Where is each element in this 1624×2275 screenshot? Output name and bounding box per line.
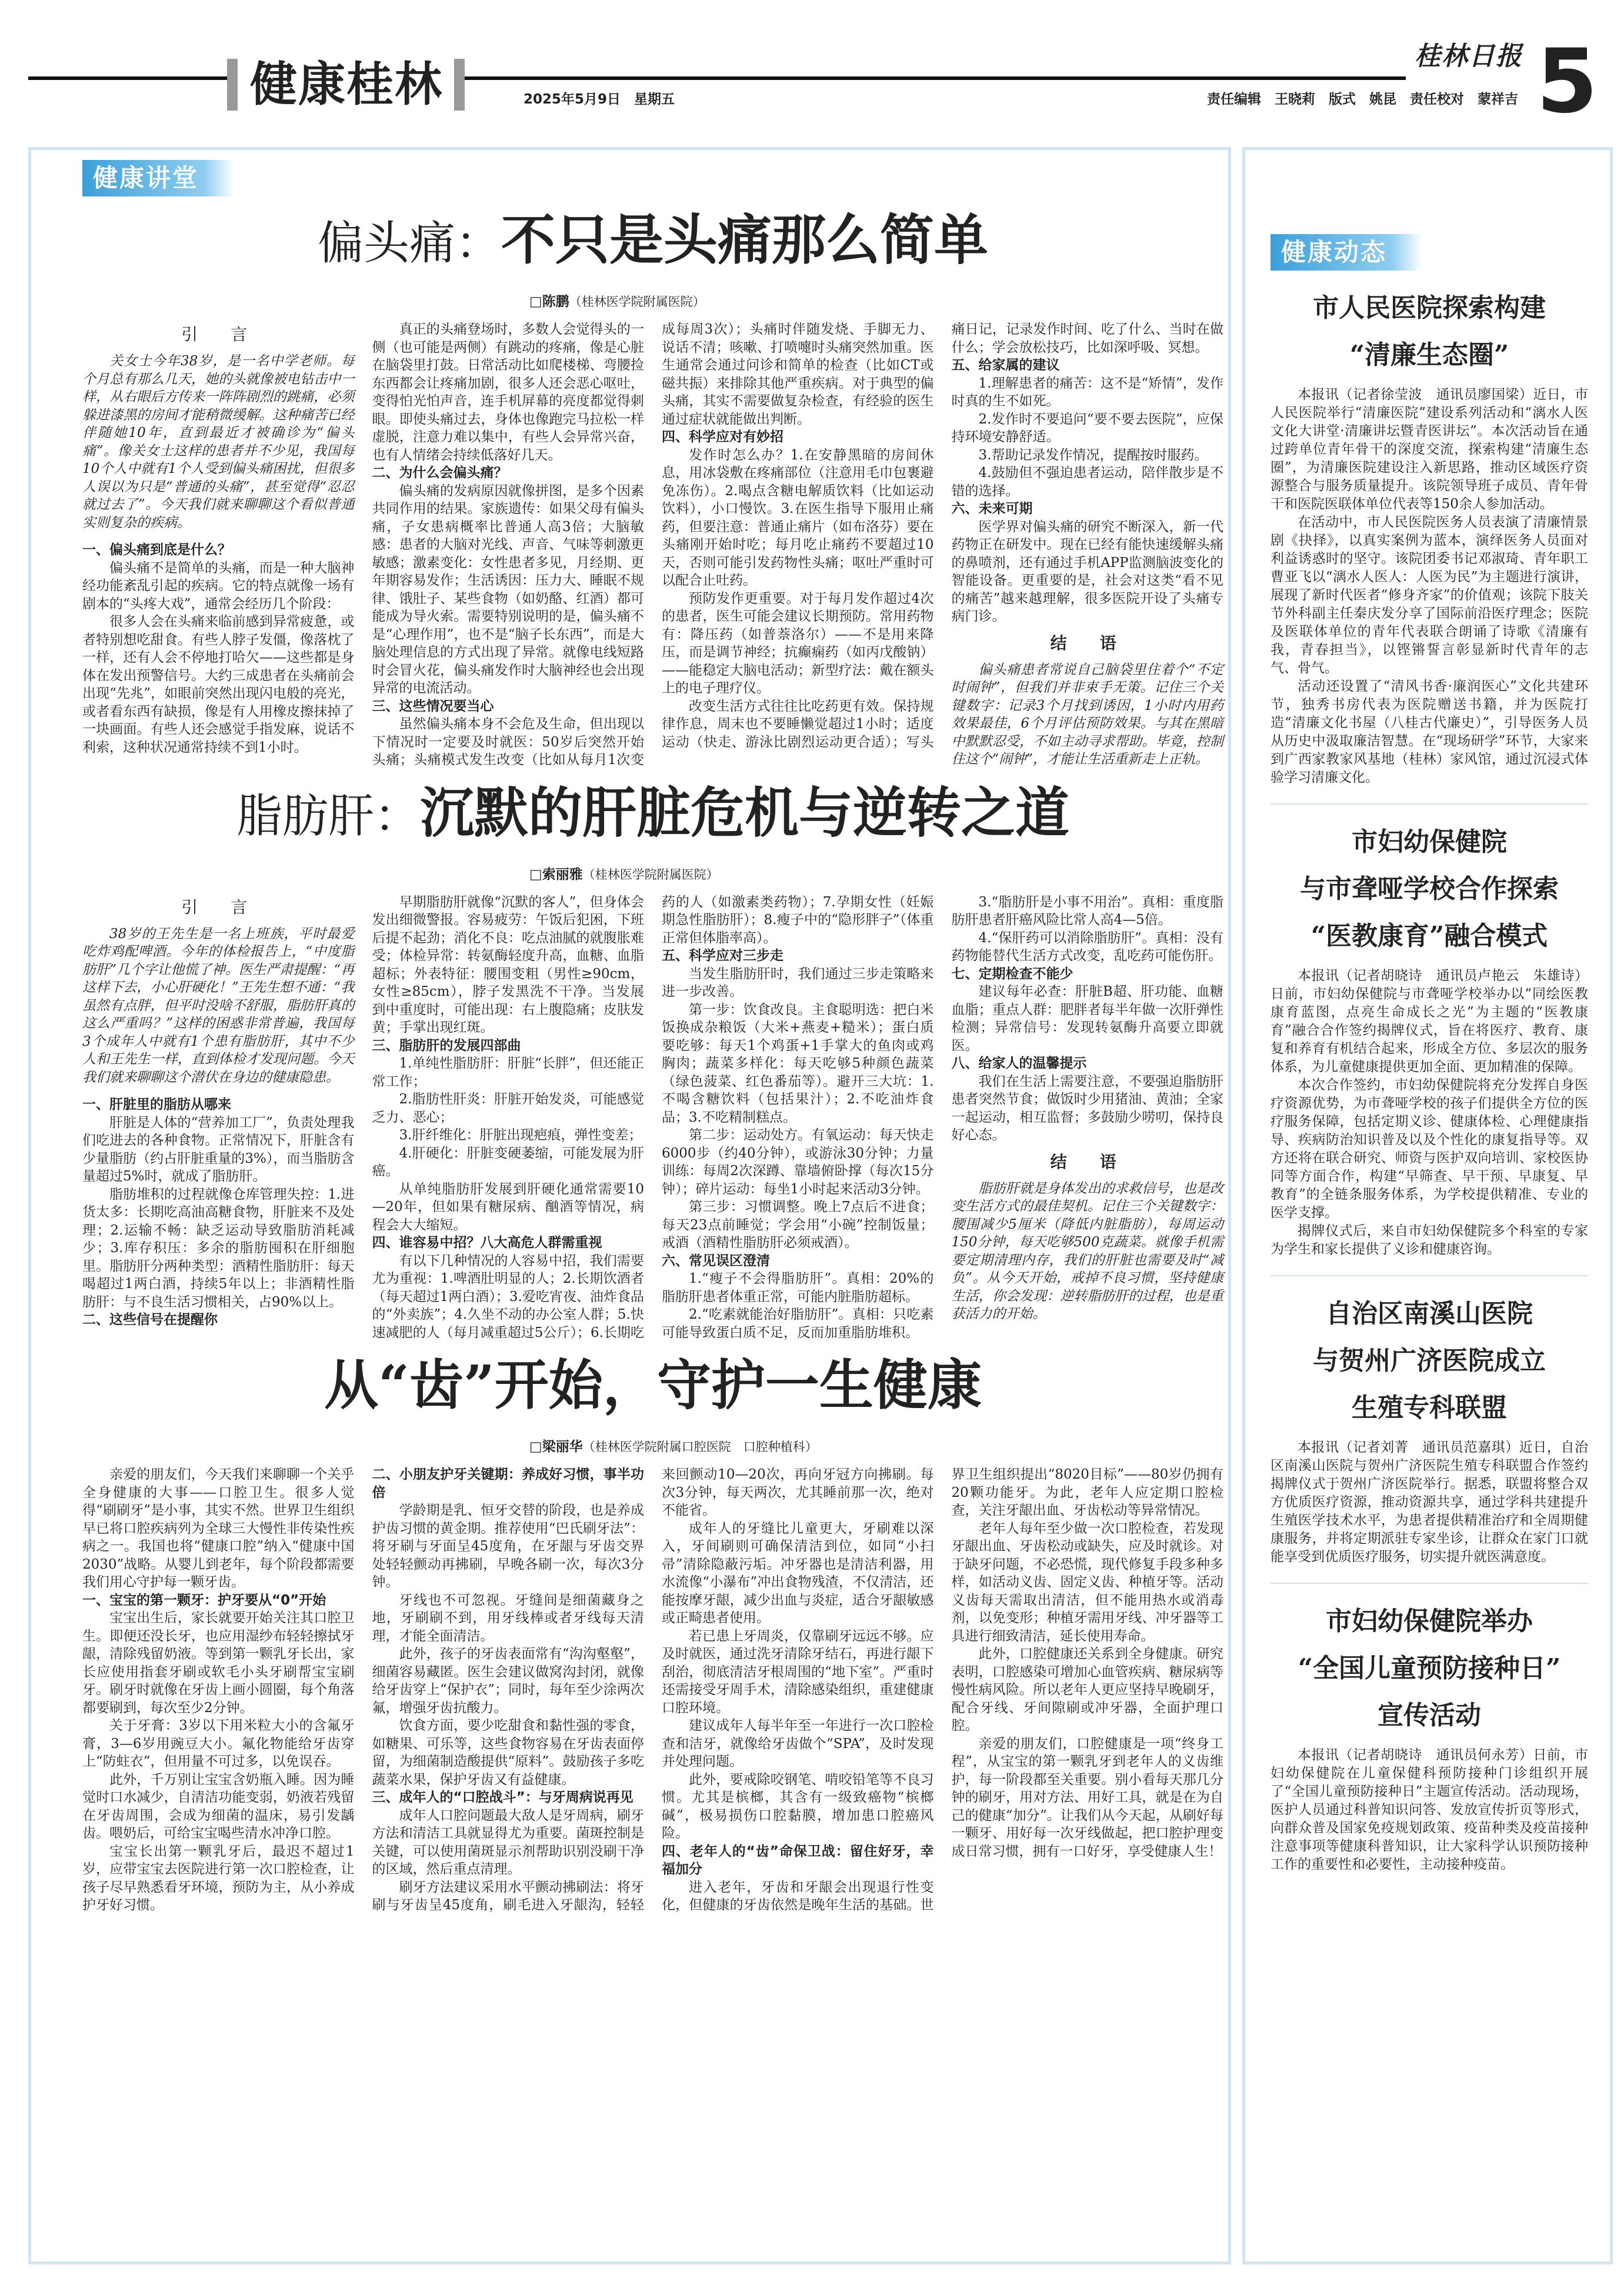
header-bar-left [227, 59, 238, 111]
page-number: 5 [1536, 31, 1598, 133]
headline-line: 宣传活动 [1378, 1700, 1481, 1730]
paragraph: 早期脂肪肝就像“沉默的客人”，但身体会发出细微警报。容易疲劳：午饭后犯困，下班后提不起劲；消化不良：吃点油腻的就腹胀难受；体检异常：转氨酶轻度升高，血糖、血脂超标；外表特征：腰围变粗（男性≥90cm，女性≥85cm），脖子发黑洗不干净。当发展到中重度时，可能出现：右上腹隐痛；皮肤发黄；手掌出现红斑。 [372, 894, 644, 1035]
section-heading: 一、肝脏里的脂肪从哪来 [82, 1097, 231, 1112]
article-oral-health [82, 1352, 1223, 1914]
paragraph: 此外，孩子的牙齿表面常有“沟沟壑壑”，细菌容易藏匿。医生会建议做窝沟封闭，就像给牙齿穿上“保护衣”；同时，每年至少涂两次氟，增强牙齿抗酸力。 [372, 1646, 644, 1716]
paragraph: 虽然偏头痛本身不会危及生命，但出现以下情况时一定要及时就医：50岁后突然开始头痛；头痛模式发生改变（比如从每月1次变成每周3次）；头痛时伴随发烧、手脚无力、说话不清；咳嗽、打喷嚏时头痛突然加重。医生通常会通过问诊和简单的检查（比如CT或磁共振）来排除其他严重疾病。对于典型的偏头痛，其实不需要做复杂检查，有经验的医生通过症状就能做出判断。 [372, 322, 934, 768]
news-body [1270, 967, 1588, 1259]
affiliation: （桂林医学院附属口腔医院 口腔种植科） [582, 1440, 818, 1454]
editor-credits: 责任编辑 王晓莉 版式 姚昆 责任校对 蒙祥吉 [1207, 92, 1518, 107]
news-headline [1270, 285, 1588, 379]
subsection-label: 结 语 [1050, 633, 1125, 653]
subsection-label: 结 语 [1050, 1152, 1125, 1172]
headline-line: 与市聋哑学校合作探索 [1300, 874, 1559, 904]
section-heading: 二、这些信号在提醒你 [82, 1312, 218, 1327]
paragraph: 在活动中，市人民医院医务人员表演了清廉情景剧《抉择》，以真实案例为蓝本，演绎医务人员面对利益诱惑时的坚守。该院团委书记邓淑琦、青年职工曹亚飞以“漓水人医人：人医为民”为主题进行演讲，展现了新时代医者“修身齐家”的价值观；该院下肢关节外科副主任秦庆发分享了国际前沿医疗理念；医院及医联体单位的青年代表联合朗诵了诗歌《清廉有我，青春担当》，以铿锵誓言彰显新时代青年的志气、骨气。 [1270, 515, 1588, 676]
paragraph: 本报讯（记者刘菁 通讯员范嘉琪）近日，自治区南溪山医院与贺州广济医院生殖专科联盟合作签约揭牌仪式于贺州广济医院举行。据悉，联盟将整合双方优质医疗资源，推动资源共享，通过学科共建提升生殖医学技术水平，为患者提供精准治疗和全周期健康服务，并将定期派驻专家坐诊，让群众在家门口就能享受到优质医疗服务，切实提升就医满意度。 [1270, 1440, 1588, 1565]
paragraph: 1.“瘦子不会得脂肪肝”。真相：20%的脂肪肝患者体重正常，可能内脏脂肪超标。 [662, 1271, 934, 1305]
section-tag-lecture: 健康讲堂 [82, 160, 234, 196]
news-headline [1270, 1598, 1588, 1739]
paragraph: 宝宝长出第一颗乳牙后，最迟不超过1岁，应带宝宝去医院进行第一次口腔检查，让孩子尽早熟悉看牙环境，预防为主，从小养成护牙好习惯。 [82, 1843, 355, 1913]
paragraph: 牙线也不可忽视。牙缝间是细菌藏身之地，牙刷刷不到，用牙线棒或者牙线每天清理，才能全面清洁。 [372, 1592, 644, 1644]
paragraph: 进入老年，牙齿和牙龈会出现退行性变化，但健康的牙齿依然是晚年生活的基础。世界卫生组织提出“8020目标”——80岁仍拥有20颗功能牙。为此，老年人应定期口腔检查，关注牙龈出血、牙齿松动等异常情况。 [662, 1467, 1223, 1913]
headline-line: “清廉生态圈” [1349, 340, 1509, 370]
subsection-label: 引 言 [181, 325, 256, 344]
section-heading: 七、定期检查不能少 [951, 966, 1073, 982]
main-column [82, 160, 1223, 1914]
section-page-title: 健康桂林 [250, 57, 443, 112]
news-item [1270, 1598, 1588, 1874]
section-heading: 三、成年人的“口腔战斗”：与牙周病说再见 [372, 1790, 633, 1805]
section-heading: 四、老年人的“齿”命保卫战：留住好牙，幸福加分 [662, 1843, 934, 1877]
section-heading: 一、偏头痛到底是什么？ [82, 542, 231, 558]
header-bar-right [454, 59, 465, 111]
article-fatty-liver [82, 780, 1223, 1342]
paragraph: 建议成年人每半年至一年进行一次口腔检查和洁牙，就像给牙齿做个“SPA”，及时发现并处理问题。 [662, 1718, 934, 1769]
paragraph: 2.发作时不要追问“要不要去医院”，应保持环境安静舒适。 [951, 411, 1223, 445]
title-main: 从“齿”开始，守护一生健康 [324, 1353, 982, 1417]
section-heading: 三、脂肪肝的发展四部曲 [372, 1038, 521, 1053]
header-rule-right [465, 76, 1406, 80]
paragraph: 38岁的王先生是一名上班族，平时最爱吃炸鸡配啤酒。今年的体检报告上，“中度脂肪肝”几个字让他慌了神。医生严肃提醒：“再这样下去，小心肝硬化！”王先生想不通：“我虽然有点胖，但平时没啥不舒服，脂肪肝真的这么严重吗？”这样的困惑非常普遍，我国每3个成年人中就有1个患有脂肪肝，其中不少人和王先生一样，直到体检才发现问题。今天我们就来聊聊这个潜伏在身边的健康隐患。 [82, 926, 355, 1085]
section-heading: 三、这些情况要当心 [372, 698, 494, 714]
paragraph: 老年人每年至少做一次口腔检查，若发现牙龈出血、牙齿松动或缺失，应及时就诊。对于缺牙问题，不必恐慌，现代修复手段多种多样，如活动义齿、固定义齿、种植牙等。活动义齿每天需取出清洁，但不能用热水或消毒剂，以免变形；种植牙需用牙线、冲牙器等工具进行细致清洁，延长使用寿命。 [951, 1520, 1223, 1644]
article-body [82, 321, 1223, 769]
paragraph: 有以下几种情况的人容易中招，我们需要尤为重视：1.啤酒肚明显的人；2.长期饮酒者（每天超过1两白酒）；3.爱吃宵夜、油炸食品的“外卖族”；4.久坐不动的办公室人群；5.快速减肥的人（每月减重超过5公斤）；6.长期吃药的人（如激素类药物）；7.孕期女性（妊娠期急性脂肪肝）；8.瘦子中的“隐形胖子”（体重正常但体脂率高）。 [372, 894, 934, 1340]
paragraph: 本报讯（记者徐莹波 通讯员廖国梁）近日，市人民医院举行“清廉医院”建设系列活动和“漓水人医文化大讲堂·清廉讲坛暨青医讲坛”。本次活动旨在通过跨单位青年骨干的深度交流，探索构建“清廉生态圈”，为清廉医院建设注入新思路，推动区域医疗资源整合与服务质量提升。该院领导班子成员、青年骨干和医院医联体单位代表等150余人参加活动。 [1270, 387, 1588, 512]
section-heading: 六、常见误区澄清 [662, 1253, 770, 1269]
article-title [82, 1352, 1223, 1434]
paragraph: 4.鼓励但不强迫患者运动，陪伴散步是不错的选择。 [951, 465, 1223, 499]
byline [529, 1437, 1223, 1456]
paragraph: 肝脏是人体的“营养加工厂”，负责处理我们吃进去的各种食物。正常情况下，肝脏含有少量脂肪（约占肝脏重量的3%），而当脂肪含量超过5%时，就成了脂肪肝。 [82, 1115, 355, 1184]
paragraph: 很多人会在头痛来临前感到异常疲惫，或者特别想吃甜食。有些人脖子发僵，像落枕了一样，还有人会不停地打哈欠——这些都是身体在发出预警信号。大约三成患者在头痛前会出现“先兆”，如眼前突然出现闪电般的亮光，或者看东西有缺损，像是有人用橡皮擦抹掉了一块画面。有些人还会感觉手指发麻，说话不利索，这种状况通常持续不到1小时。 [82, 614, 355, 755]
headline-line: “全国儿童预防接种日” [1298, 1653, 1561, 1683]
affiliation: （桂林医学院附属医院） [569, 295, 705, 309]
section-heading: 四、谁容易中招？八大高危人群需重视 [372, 1235, 602, 1250]
headline-line: 市妇幼保健院 [1352, 827, 1507, 857]
article-title [82, 780, 1223, 862]
paragraph: 当发生脂肪肝时，我们通过三步走策略来进一步改善。 [662, 966, 934, 999]
article-body [82, 1466, 1223, 1914]
paragraph: 饮食方面，要少吃甜食和黏性强的零食，如糖果、可乐等，这些食物容易在牙齿表面停留，为细菌制造酸提供“原料”。鼓励孩子多吃蔬菜水果，保护牙齿又有益健康。 [372, 1718, 644, 1787]
paragraph: 偏头痛的发病原因就像拼图，是多个因素共同作用的结果。家族遗传：如果父母有偏头痛，子女患病概率比普通人高3倍；大脑敏感：患者的大脑对光线、声音、气味等刺激更敏感；激素变化：女性患者多见，月经期、更年期容易发作；生活诱因：压力大、睡眠不规律、饿肚子、某些食物（如奶酪、红酒）都可能成为导火索。需要特别说明的是，偏头痛不是“心理作用”，也不是“脑子长东西”，而是大脑处理信息的方式出现了异常。就像电线短路时会冒火花，偏头痛发作时大脑神经也会出现异常的电流活动。 [372, 483, 644, 696]
paragraph: 脂肪肝就是身体发出的求救信号，也是改变生活方式的最佳契机。记住三个关键数字：腰围减少5厘米（降低内脏脂肪），每周运动150分钟，每天吃够500克蔬菜。就像手机需要定期清理内存，我们的肝脏也需要及时“减负”。从今天开始，戒掉不良习惯，坚持健康生活，你会发现：逆转脂肪肝的过程，也是重获活力的开始。 [951, 1180, 1223, 1322]
section-heading: 四、科学应对有妙招 [662, 429, 783, 445]
section-heading: 二、为什么会偏头痛？ [372, 465, 508, 481]
paragraph: 从单纯脂肪肝发展到肝硬化通常需要10—20年，但如果有糖尿病、酗酒等情况，病程会大大缩短。 [372, 1181, 644, 1233]
section-heading: 六、未来可期 [951, 501, 1033, 516]
section-heading: 八、给家人的温馨提示 [951, 1056, 1087, 1071]
paragraph: 预防发作更重要。对于每月发作超过4次的患者，医生可能会建议长期预防。常用药物有：降压药（如普萘洛尔）——不是用来降压，而是调节神经；抗癫痫药（如丙戊酸钠）——能稳定大脑电活动；新型疗法：戴在额头上的电子理疗仪。 [662, 591, 934, 696]
news-headline [1270, 1290, 1588, 1432]
newspaper-logo: 桂林日报 [1415, 41, 1523, 71]
paragraph: 改变生活方式往往比吃药更有效。保持规律作息，周末也不要睡懒觉超过1小时；适度运动（快走、游泳比剧烈运动更合适）；写头痛日记，记录发作时间、吃了什么、当时在做什么；学会放松技巧，比如深呼吸、冥想。 [662, 322, 1223, 750]
section-heading: 一、宝宝的第一颗牙：护牙要从“0”开始 [82, 1592, 326, 1608]
article-title [82, 207, 1223, 289]
author: □索丽雅 [529, 866, 583, 882]
paragraph: 3.“脂肪肝是小事不用治”。真相：重度脂肪肝患者肝癌风险比常人高4—5倍。 [951, 894, 1223, 928]
news-sidebar [1270, 234, 1588, 1874]
paragraph: 偏头痛不是简单的头痛，而是一种大脑神经功能紊乱引起的疾病。它的特点就像一场有剧本的“头疼大戏”，通常会经历几个阶段： [82, 560, 355, 612]
paragraph: 3.帮助记录发作情况，提醒按时服药。 [978, 447, 1208, 463]
news-item [1270, 819, 1588, 1259]
paragraph: 活动还设置了“清风书香·廉润医心”文化共建环节，独秀书房代表为医院赠送书籍，并为医院打造“清廉文化书屋（八桂古代廉史）”，引导医务人员从历史中汲取廉洁智慧。在“现场研学”环节，大家来到广西家教家风基地（桂林）家风馆，通过沉浸式体验学习清廉文化。 [1270, 679, 1588, 785]
paragraph: 2.脂肪性肝炎：肝脏开始发炎，可能感觉乏力、恶心； [372, 1092, 644, 1125]
byline [529, 292, 1223, 311]
paragraph: 宝宝出生后，家长就要开始关注其口腔卫生。即便还没长牙，也应用湿纱布轻轻擦拭牙龈，清除残留奶液。等到第一颗乳牙长出，家长应使用指套牙刷或软毛小头牙刷帮宝宝刷牙。刷牙时就像在牙齿上画小圆圈，每个角落都要刷到，每次至少2分钟。 [82, 1610, 355, 1716]
byline [529, 865, 1223, 884]
paragraph: 第二步：运动处方。有氧运动：每天快走6000步（约40分钟），或游泳30分钟；力量训练：每周2次深蹲、靠墙俯卧撑（每次15分钟）；碎片运动：每坐1小时起来活动3分钟。 [662, 1128, 934, 1197]
paragraph: 第三步：习惯调整。晚上7点后不进食；每天23点前睡觉；学会用“小碗”控制饭量；戒酒（酒精性脂肪肝必须戒酒）。 [662, 1199, 934, 1250]
headline-line: 与贺州广济医院成立 [1313, 1346, 1546, 1376]
news-body [1270, 386, 1588, 787]
subsection-label: 引 言 [181, 897, 256, 917]
paragraph: 本报讯（记者胡晓诗 通讯员何永芳）日前，市妇幼保健院在儿童保健科预防接种门诊组织开展了“全国儿童预防接种日”主题宣传活动。活动现场，医护人员通过科普知识问答、发放宣传折页等形式，向群众普及国家免疫规划政策、疫苗种类及疫苗接种注意事项等健康科普知识，让大家科学认识预防接种工作的重要性和必要性，主动接种疫苗。 [1270, 1747, 1588, 1872]
news-divider [1270, 1583, 1588, 1584]
paragraph: 此外，要戒除咬钢笔、啃咬铅笔等不良习惯。尤其是槟榔，其含有一级致癌物“槟榔碱”，极易损伤口腔黏膜，增加患口腔癌风险。 [662, 1772, 934, 1841]
news-item [1270, 1290, 1588, 1566]
paragraph: 亲爱的朋友们，今天我们来聊聊一个关乎全身健康的大事——口腔卫生。很多人觉得“刷刷牙”是小事，其实不然。世界卫生组织早已将口腔疾病列为全球三大慢性非传染性疾病之一。我国也将“健康口腔”纳入“健康中国2030”战略。从婴儿到老年，每个阶段都需要我们用心守护每一颗牙齿。 [82, 1467, 355, 1590]
title-prefix: 脂肪肝： [236, 789, 420, 843]
paragraph: 本报讯（记者胡晓诗 通讯员卢艳云 朱雄诗）日前，市妇幼保健院与市聋哑学校举办以“同绘医教康育蓝图，点亮生命成长之光”为主题的“医教康育”融合合作签约揭牌仪式，旨在将医疗、教育、康复和养育有机结合起来，形成全方位、多层次的服务体系，为儿童健康提供更加全面、更加精准的保障。 [1270, 968, 1588, 1075]
paragraph: 4.“保肝药可以消除脂肪肝”。真相：没有药物能替代生活方式改变，乱吃药可能伤肝。 [951, 930, 1223, 963]
paragraph: 建议每年必查：肝脏B超、肝功能、血糖血脂；重点人群：肥胖者每半年做一次肝弹性检测；异常信号：发现转氨酶升高要立即就医。 [951, 984, 1223, 1053]
paragraph: 成年人的牙缝比儿童更大，牙刷难以深入，牙间刷则可确保清洁到位，如同“小扫帚”清除隐蔽污垢。冲牙器也是清洁利器，用水流像“小瀑布”冲出食物残渣，不仅清洁，还能按摩牙龈，减少出血与炎症，适合牙龈敏感或正畸患者使用。 [662, 1520, 934, 1626]
paragraph: 1.单纯性脂肪肝：肝脏“长胖”，但还能正常工作； [372, 1056, 644, 1089]
paragraph: 此外，口腔健康还关系到全身健康。研究表明，口腔感染可增加心血管疾病、糖尿病等慢性病风险。所以老年人更应坚持早晚刷牙，配合牙线、牙间隙刷或冲牙器，全面护理口腔。 [951, 1646, 1223, 1733]
news-body [1270, 1439, 1588, 1566]
title-prefix: 偏头痛： [317, 217, 501, 270]
author: □梁丽华 [529, 1439, 583, 1455]
paragraph: 刷牙方法建议采用水平颤动拂刷法：将牙刷与牙齿呈45度角，刷毛进入牙龈沟，轻轻来回颤动10—20次，再向牙冠方向拂刷。每次3分钟，每天两次，尤其睡前那一次，绝对不能省。 [372, 1467, 934, 1913]
news-divider [1270, 1275, 1588, 1276]
paragraph: 1.理解患者的痛苦：这不是“矫情”，发作时真的生不如死。 [951, 375, 1223, 409]
paragraph: 脂肪堆积的过程就像仓库管理失控：1.进货太多：长期吃高油高糖食物，肝脏来不及处理；2.运输不畅：缺乏运动导致脂肪消耗减少；3.库存积压：多余的脂肪囤积在肝细胞里。脂肪肝分两种类型：酒精性脂肪肝：每天喝超过1两白酒，持续5年以上；非酒精性脂肪肝：与不良生活习惯相关，占90%以上。 [82, 1186, 355, 1310]
paragraph: 第一步：饮食改良。主食聪明选：把白米饭换成杂粮饭（大米+燕麦+糙米）；蛋白质要吃够：每天1个鸡蛋+1手掌大的鱼肉或鸡胸肉；蔬菜多样化：每天吃够5种颜色蔬菜（绿色菠菜、红色番茄等）。避开三大坑：1.不喝含糖饮料（包括果汁）；2.不吃油炸食品；3.不吃精制糕点。 [662, 1002, 934, 1125]
paragraph: 关女士今年38岁，是一名中学老师。每个月总有那么几天，她的头就像被电钻击中一样，从右眼后方传来一阵阵剧烈的跳痛，必须躲进漆黑的房间才能稍微缓解。这种痛苦已经伴随她10年，直到最近才被确诊为“偏头痛”。像关女士这样的患者并不少见，我国每10个人中就有1个人受到偏头痛困扰，但很多人误以为只是“普通的头痛”，甚至觉得“忍忍就过去了”。今天我们就来聊聊这个看似普通实则复杂的疾病。 [82, 353, 355, 531]
author: □陈鹏 [529, 293, 569, 309]
news-headline [1270, 819, 1588, 960]
section-heading: 二、小朋友护牙关键期：养成好习惯，事半功倍 [372, 1467, 644, 1500]
paragraph: 真正的头痛登场时，多数人会觉得头的一侧（也可能是两侧）有跳动的疼痛，像是心脏在脑袋里打鼓。日常活动比如爬楼梯、弯腰捡东西都会让疼痛加剧，很多人还会恶心呕吐，变得怕光怕声音，连手机屏幕的亮度都觉得刺眼。即使头痛过去，身体也像跑完马拉松一样虚脱，注意力难以集中，有些人会异常兴奋，也有人情绪会持续低落好几天。 [372, 322, 644, 463]
paragraph: 我们在生活上需要注意，不要强迫脂肪肝患者突然节食；做饭时少用猪油、黄油；全家一起运动，相互监督；多鼓励少唠叨，保持良好心态。 [951, 1073, 1223, 1143]
paragraph: 本次合作签约，市妇幼保健院将充分发挥自身医疗资源优势，为市聋哑学校的孩子们提供全方位的医疗服务保障，包括定期义诊、健康体检、心理健康指导、疾病防治知识普及以及个性化的康复指导等。双方还将在联合研究、师资与医护双向培训、家校医协同等方面合作，构建“早筛查、早干预、早康复、早教育”的全链条服务体系，为学校提供精准、专业的医学支撑。 [1270, 1078, 1588, 1220]
news-divider [1270, 803, 1588, 805]
paragraph: 此外，千万别让宝宝含奶瓶入睡。因为睡觉时口水减少，自清洁功能变弱，奶液若残留在牙齿周围，会成为细菌的温床，易引发龋齿。喂奶后，可给宝宝喝些清水冲净口腔。 [82, 1772, 355, 1841]
paragraph: 3.肝纤维化：肝脏出现疤痕，弹性变差； [399, 1128, 642, 1143]
news-body [1270, 1746, 1588, 1874]
affiliation: （桂林医学院附属医院） [582, 867, 719, 882]
headline-line: 自治区南溪山医院 [1326, 1299, 1533, 1329]
header-rule-left [28, 76, 228, 80]
paragraph: 关于牙膏：3岁以下用米粒大小的含氟牙膏，3—6岁用豌豆大小。氟化物能给牙齿穿上“防蛀衣”，但用量不可过多，以免误吞。 [82, 1718, 355, 1769]
paragraph: 4.肝硬化：肝脏变硬萎缩，可能发展为肝癌。 [372, 1145, 644, 1179]
paragraph: 成年人口腔问题最大敌人是牙周病，刷牙方法和清洁工具就显得尤为重要。菌斑控制是关键，可以使用菌斑显示剂帮助识别没刷干净的区域，然后重点清理。 [372, 1807, 644, 1877]
title-main: 沉默的肝脏危机与逆转之道 [420, 780, 1070, 845]
section-heading: 五、科学应对三步走 [662, 948, 783, 963]
headline-line: “医教康育”融合模式 [1310, 921, 1548, 951]
section-heading: 五、给家属的建议 [951, 358, 1060, 373]
paragraph: 亲爱的朋友们，口腔健康是一项“终身工程”，从宝宝的第一颗乳牙到老年人的义齿维护，每一阶段都至关重要。别小看每天那几分钟的刷牙，用对方法、用好工具，就是在为自己的健康“加分”。让我们从今天起，从刷好每一颗牙、用好每一次牙线做起，把口腔护理变成日常习惯，拥有一口好牙，享受健康人生！ [951, 1736, 1223, 1859]
paragraph: 揭牌仪式后，来自市妇幼保健院多个科室的专家为学生和家长提供了义诊和健康咨询。 [1270, 1223, 1588, 1257]
issue-date: 2025年5月9日 星期五 [523, 92, 675, 107]
article-body [82, 893, 1223, 1342]
paragraph: 偏头痛患者常说自己脑袋里住着个“不定时闹钟”，但我们并非束手无策。记住三个关键数字：记录3个月找到诱因，1小时内用药效果最佳，6个月评估预防效果。与其在黑暗中默默忍受，不如主动寻求帮助。毕竟，控制住这个“闹钟”，才能让生活重新走上正轨。 [951, 662, 1223, 767]
paragraph: 2.“吃素就能治好脂肪肝”。真相：只吃素可能导致蛋白质不足，反而加重脂肪堆积。 [662, 1307, 934, 1340]
title-main: 不只是头痛那么简单 [501, 208, 989, 272]
news-item [1270, 285, 1588, 787]
paragraph: 发作时怎么办？1.在安静黑暗的房间休息，用冰袋敷在疼痛部位（注意用毛巾包裹避免冻伤）。2.喝点含糖电解质饮料（比如运动饮料），小口慢饮。3.在医生指导下服用止痛药，但要注意：普通止痛片（如布洛芬）要在头痛刚开始时吃；每月吃止痛药不要超过10天，否则可能引发药物性头痛；呕吐严重时可以配合止吐药。 [662, 447, 934, 588]
article-migraine [82, 207, 1223, 769]
paragraph: 学龄期是乳、恒牙交替的阶段，也是养成护齿习惯的黄金期。推荐使用“巴氏刷牙法”：将牙刷与牙面呈45度角，在牙龈与牙齿交界处轻轻颤动再拂刷，早晚各刷一次，每次3分钟。 [372, 1503, 644, 1590]
paragraph: 医学界对偏头痛的研究不断深入，新一代药物正在研发中。现在已经有能快速缓解头痛的鼻喷剂，还有通过手机APP监测脑波变化的智能设备。更重要的是，社会对这类“看不见的痛苦”越来越理解，很多医院开设了头痛专病门诊。 [951, 519, 1223, 624]
headline-line: 生殖专科联盟 [1352, 1393, 1507, 1423]
headline-line: 市人民医院探索构建 [1313, 293, 1546, 323]
paragraph: 若已患上牙周炎，仅靠刷牙远远不够。应及时就医，通过洗牙清除牙结石，再进行龈下刮治，彻底清洁牙根周围的“地下室”。严重时还需接受牙周手术，清除感染组织，重建健康口腔环境。 [662, 1628, 934, 1716]
section-tag-news: 健康动态 [1270, 234, 1422, 271]
headline-line: 市妇幼保健院举办 [1326, 1606, 1533, 1636]
